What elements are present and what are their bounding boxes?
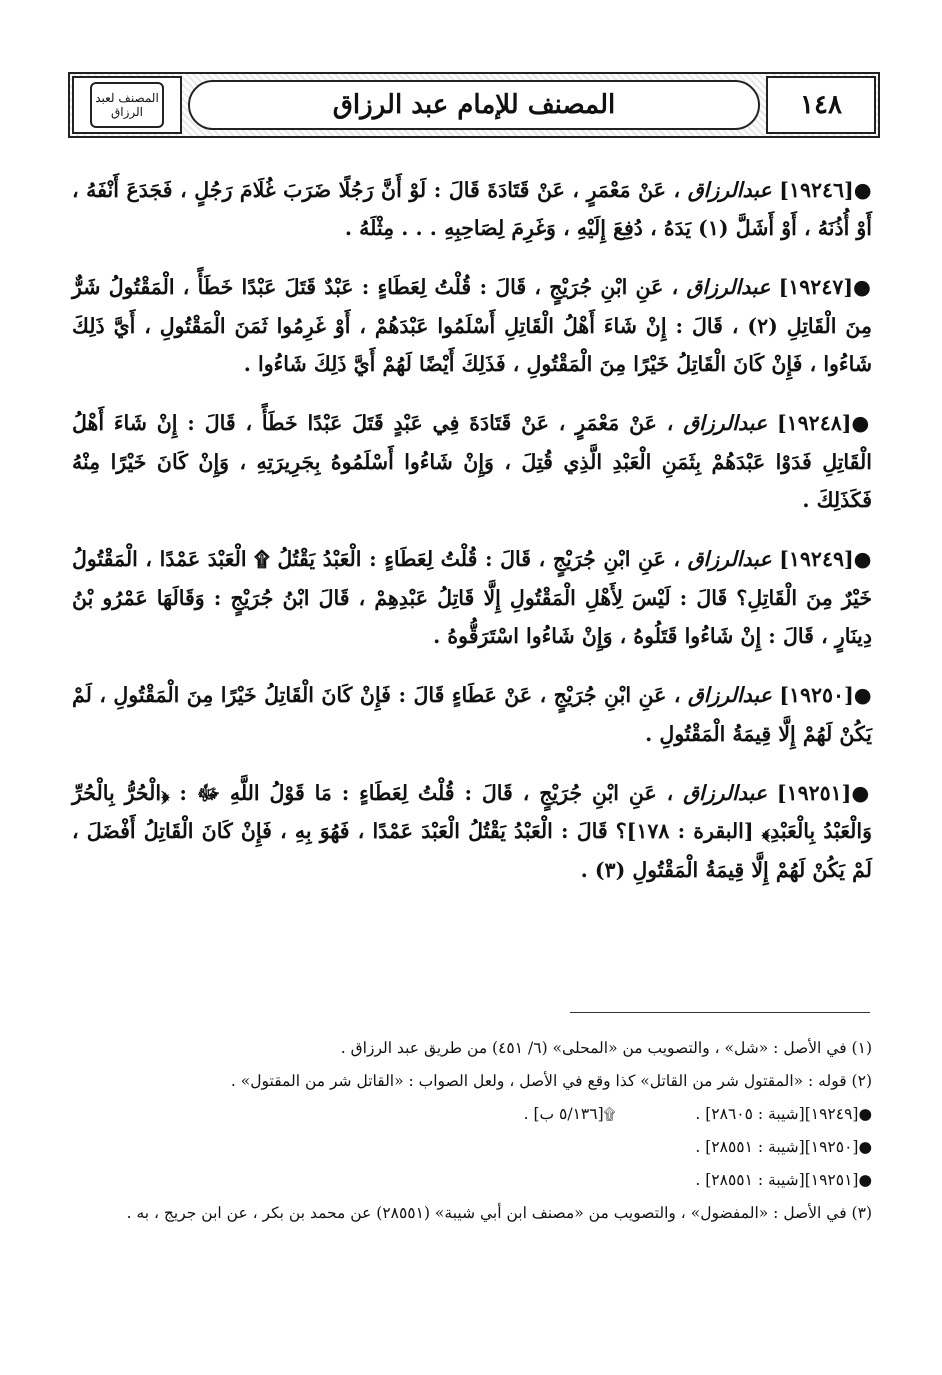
entry-number: [١٩٢٥١] bbox=[776, 780, 852, 805]
ornament-logo bbox=[90, 82, 164, 128]
entry-text: ، عَنْ مَعْمَرٍ ، عَنْ قَتَادَةَ قَالَ : لَوْ أَنَّ رَجُلًا ضَرَبَ غُلَامَ رَجُلٍ ، فَجَدَعَ أَنْفَهُ ، أَوْ أُذُنَهُ ، أَوْ أَشَلَّ (١) يَدَهُ ، دُفِعَ إِلَيْهِ ، وَغَرِمَ لِصَاحِبِهِ . . . مِثْلَهُ . bbox=[72, 177, 872, 240]
footnote-divider bbox=[570, 1012, 870, 1013]
reference-text: [١٩٢٥٠][شيبة : ٢٨٥٥١] . bbox=[695, 1138, 859, 1156]
hadith-entry: ●[١٩٢٤٨] عبدالرزاق ، عَنْ مَعْمَرٍ ، عَنْ قَتَادَةَ فِي عَبْدٍ قَتَلَ عَبْدًا خَطَأً ، قَالَ : إِنْ شَاءَ أَهْلُ الْقَاتِلِ فَدَوْا عَبْدَهُمْ بِثَمَنِ الْعَبْدِ الَّذِي قُتِلَ ، وَإِنْ شَاءُوا أَسْلَمُوهُ بِجَرِيرَتِهِ ، وَإِنْ كَانَ خَيْرًا مِنْهُ فَكَذَلِكَ . bbox=[72, 411, 872, 512]
reference-19250: ●[١٩٢٥٠][شيبة : ٢٨٥٥١] . bbox=[695, 1138, 872, 1156]
footnote-2: (٢) قوله : «المقتول شر من القاتل» كذا وقع في الأصل ، ولعل الصواب : «القاتل شر من المقتول» . bbox=[230, 1072, 872, 1090]
entry-text: ، عَنْ مَعْمَرٍ ، عَنْ قَتَادَةَ فِي عَبْدٍ قَتَلَ عَبْدًا خَطَأً ، قَالَ : إِنْ شَاءَ أَهْلُ الْقَاتِلِ فَدَوْا عَبْدَهُمْ بِثَمَنِ الْعَبْدِ الَّذِي قُتِلَ ، وَإِنْ شَاءُوا أَسْلَمُوهُ بِجَرِيرَتِهِ ، وَإِنْ كَانَ خَيْرًا مِنْهُ فَكَذَلِكَ . bbox=[72, 411, 872, 512]
entry-text: ، عَنِ ابْنِ جُرَيْجٍ ، عَنْ عَطَاءٍ قَالَ : فَإِنْ كَانَ الْقَاتِلُ خَيْرًا مِنَ الْمَقْتُولِ ، لَمْ يَكُنْ لَهُمْ إِلَّا قِيمَةُ الْمَقْتُولِ . bbox=[72, 683, 872, 746]
page-header bbox=[68, 72, 880, 138]
footnotes bbox=[72, 1032, 872, 1230]
entry-author: عبدالرزاق bbox=[687, 177, 772, 202]
entry-number: [١٩٢٤٦] bbox=[779, 177, 854, 202]
reference-row bbox=[72, 1098, 872, 1131]
header-title-box bbox=[188, 80, 760, 130]
reference-19249: ●[١٩٢٤٩][شيبة : ٢٨٦٠٥] . bbox=[695, 1105, 872, 1123]
header-page-number-box bbox=[766, 76, 876, 134]
entry-text: ، عَنِ ابْنِ جُرَيْجٍ ، قَالَ : قُلْتُ لِعَطَاءٍ : عَبْدٌ قَتَلَ عَبْدًا خَطَأً ، الْمَقْتُولُ شَرٌّ مِنَ الْقَاتِلِ (٢) ، قَالَ : إِنْ شَاءَ أَهْلُ الْقَاتِلِ أَسْلَمُوا عَبْدَهُمْ ، أَوْ غَرِمُوا ثَمَنَ الْمَقْتُولِ ، أَيَّ ذَلِكَ شَاءُوا ، فَإِنْ كَانَ الْقَاتِلُ خَيْرًا مِنَ الْمَقْتُولِ ، فَذَلِكَ أَيْضًا لَهُمْ أَيَّ ذَلِكَ شَاءُوا . bbox=[72, 275, 872, 376]
manuscript-folio: ۩[٥/١٣٦ ب] . bbox=[523, 1105, 616, 1123]
entry-text: ، عَنِ ابْنِ جُرَيْجٍ ، قَالَ : قُلْتُ لِعَطَاءٍ : مَا قَوْلُ اللَّهِ ﷻ : ﴿الْحُرُّ بِالْحُرِّ وَالْعَبْدُ بِالْعَبْدِ﴾ [البقرة : ١٧٨]؟ قَالَ : الْعَبْدُ يَقْتُلُ الْعَبْدَ عَمْدًا ، فَهُوَ بِهِ ، فَإِنْ كَانَ الْقَاتِلُ أَفْضَلَ ، لَمْ يَكُنْ لَهُمْ إِلَّا قِيمَةُ الْمَقْتُولِ (٣) . bbox=[72, 780, 873, 882]
footnote-1: (١) في الأصل : «شل» ، والتصويب من «المحلى» (٦/ ٤٥١) من طريق عبد الرزاق . bbox=[340, 1039, 872, 1057]
hadith-entry: ●[١٩٢٤٦] عبدالرزاق ، عَنْ مَعْمَرٍ ، عَنْ قَتَادَةَ قَالَ : لَوْ أَنَّ رَجُلًا ضَرَبَ غُلَامَ رَجُلٍ ، فَجَدَعَ أَنْفَهُ ، أَوْ أُذُنَهُ ، أَوْ أَشَلَّ (١) يَدَهُ ، دُفِعَ إِلَيْهِ ، وَغَرِمَ لِصَاحِبِهِ . . . مِثْلَهُ . bbox=[72, 177, 873, 240]
hadith-entry: ●[١٩٢٤٧] عبدالرزاق ، عَنِ ابْنِ جُرَيْجٍ ، قَالَ : قُلْتُ لِعَطَاءٍ : عَبْدٌ قَتَلَ عَبْدًا خَطَأً ، الْمَقْتُولُ شَرٌّ مِنَ الْقَاتِلِ (٢) ، قَالَ : إِنْ شَاءَ أَهْلُ الْقَاتِلِ أَسْلَمُوا عَبْدَهُمْ ، أَوْ غَرِمُوا ثَمَنَ الْمَقْتُولِ ، أَيَّ ذَلِكَ شَاءُوا ، فَإِنْ كَانَ الْقَاتِلُ خَيْرًا مِنَ الْمَقْتُولِ ، فَذَلِكَ أَيْضًا لَهُمْ أَيَّ ذَلِكَ شَاءُوا . bbox=[72, 275, 873, 376]
hadith-entry: ●[١٩٢٥٠] عبدالرزاق ، عَنِ ابْنِ جُرَيْجٍ ، عَنْ عَطَاءٍ قَالَ : فَإِنْ كَانَ الْقَاتِلُ خَيْرًا مِنَ الْمَقْتُولِ ، لَمْ يَكُنْ لَهُمْ إِلَّا قِيمَةُ الْمَقْتُولِ . bbox=[72, 683, 872, 746]
main-text bbox=[72, 150, 872, 900]
entry-text: ، عَنِ ابْنِ جُرَيْجٍ ، قَالَ : قُلْتُ لِعَطَاءٍ : الْعَبْدُ يَقْتُلُ ۩ الْعَبْدَ عَمْدًا ، الْمَقْتُولُ خَيْرٌ مِنَ الْقَاتِلِ؟ قَالَ : لَيْسَ لِأَهْلِ الْمَقْتُولِ إِلَّا قَاتِلُ عَبْدِهِمْ ، قَالَ ابْنُ جُرَيْجٍ : وَقَالَهَا عَمْرُو بْنُ دِينَارٍ ، قَالَ : إِنْ شَاءُوا قَتَلُوهُ ، وَإِنْ شَاءُوا اسْتَرَقُّوهُ . bbox=[72, 547, 872, 648]
page-number: ١٤٨ bbox=[800, 90, 842, 120]
page-title: المصنف للإمام عبد الرزاق bbox=[332, 90, 616, 120]
entry-author: عبدالرزاق bbox=[687, 547, 772, 571]
entry-number: [١٩٢٥٠] bbox=[779, 683, 854, 707]
entry-number: [١٩٢٤٧] bbox=[778, 275, 854, 299]
footnote-3: (٣) في الأصل : «المفضول» ، والتصويب من «مصنف ابن أبي شيبة» (٢٨٥٥١) عن محمد بن بكر ، عن ابن جريج ، به . bbox=[126, 1204, 872, 1222]
header-ornament-left bbox=[72, 76, 182, 134]
entry-author: عبدالرزاق bbox=[683, 780, 768, 805]
entry-number: [١٩٢٤٨] bbox=[776, 411, 852, 435]
ornament-text: المصنف لعبد الرزاق bbox=[95, 91, 159, 119]
entry-author: عبدالرزاق bbox=[686, 275, 771, 299]
entry-number: [١٩٢٤٩] bbox=[779, 547, 854, 571]
entry-author: عبدالرزاق bbox=[683, 411, 768, 435]
reference-text: [١٩٢٥١][شيبة : ٢٨٥٥١] . bbox=[695, 1171, 859, 1189]
entry-author: عبدالرزاق bbox=[687, 683, 772, 707]
reference-text: [١٩٢٤٩][شيبة : ٢٨٦٠٥] . bbox=[695, 1105, 859, 1123]
reference-19251: ●[١٩٢٥١][شيبة : ٢٨٥٥١] . bbox=[695, 1171, 872, 1189]
hadith-entry: ●[١٩٢٥١] عبدالرزاق ، عَنِ ابْنِ جُرَيْجٍ ، قَالَ : قُلْتُ لِعَطَاءٍ : مَا قَوْلُ اللَّهِ ﷻ : ﴿الْحُرُّ بِالْحُرِّ وَالْعَبْدُ بِالْعَبْدِ﴾ [البقرة : ١٧٨]؟ قَالَ : الْعَبْدُ يَقْتُلُ الْعَبْدَ عَمْدًا ، فَهُوَ بِهِ ، فَإِنْ كَانَ الْقَاتِلُ أَفْضَلَ ، لَمْ يَكُنْ لَهُمْ إِلَّا قِيمَةُ الْمَقْتُولِ (٣) . bbox=[72, 780, 873, 882]
hadith-entry: ●[١٩٢٤٩] عبدالرزاق ، عَنِ ابْنِ جُرَيْجٍ ، قَالَ : قُلْتُ لِعَطَاءٍ : الْعَبْدُ يَقْتُلُ ۩ الْعَبْدَ عَمْدًا ، الْمَقْتُولُ خَيْرٌ مِنَ الْقَاتِلِ؟ قَالَ : لَيْسَ لِأَهْلِ الْمَقْتُولِ إِلَّا قَاتِلُ عَبْدِهِمْ ، قَالَ ابْنُ جُرَيْجٍ : وَقَالَهَا عَمْرُو بْنُ دِينَارٍ ، قَالَ : إِنْ شَاءُوا قَتَلُوهُ ، وَإِنْ شَاءُوا اسْتَرَقُّوهُ . bbox=[72, 547, 873, 648]
